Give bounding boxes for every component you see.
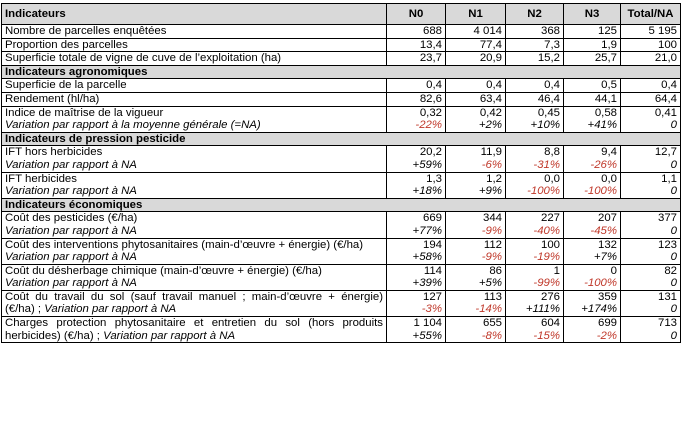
charges-protection-value: 604 <box>540 317 560 330</box>
cout-desherbage-cell <box>506 264 564 290</box>
charges-protection-cell <box>621 317 681 343</box>
cout-pesticides-variation: +77% <box>412 224 442 237</box>
ift-hors-herbicides-label-cell <box>2 146 387 172</box>
cout-travail-sol-variation: +111% <box>525 303 560 316</box>
vigueur-variation-label: Variation par rapport à la moyenne générale (=NA) <box>5 119 261 132</box>
vigueur-value: 0,32 <box>419 106 442 119</box>
parcelles-enquetees-label: Nombre de parcelles enquêtées <box>2 25 387 39</box>
ift-herbicides-variation: 0 <box>670 185 677 198</box>
charges-protection-cell <box>387 317 446 343</box>
cout-interventions-value: 132 <box>597 238 617 251</box>
ift-hors-herbicides-value: 8,8 <box>544 146 560 159</box>
cout-desherbage-variation-label: Variation par rapport à NA <box>5 277 137 290</box>
charges-protection-cell <box>564 317 621 343</box>
ift-herbicides-variation-label: Variation par rapport à NA <box>5 185 137 198</box>
ift-hors-herbicides-value: 20,2 <box>419 146 442 159</box>
cout-travail-sol-variation: 0 <box>670 303 677 316</box>
ift-hors-herbicides-label: IFT hors herbicides <box>5 146 103 159</box>
vigueur-cell <box>621 106 681 132</box>
cout-travail-sol-cell <box>446 290 506 316</box>
vigueur-value: 0,42 <box>479 106 502 119</box>
ift-hors-herbicides-variation: -31% <box>533 158 560 171</box>
cout-travail-sol-value: 127 <box>422 290 442 303</box>
cout-interventions-variation: -9% <box>481 251 502 264</box>
vigueur-row <box>2 106 681 132</box>
charges-protection-variation: -15% <box>533 329 560 342</box>
parcelles-enquetees-row <box>2 25 681 39</box>
superficie-totale-value: 23,7 <box>387 52 446 66</box>
cout-travail-sol-variation: +174% <box>581 303 617 316</box>
ift-herbicides-value: 1,3 <box>426 172 442 185</box>
superficie-totale-value: 20,9 <box>446 52 506 66</box>
cout-interventions-value: 100 <box>540 238 560 251</box>
cout-desherbage-value: 1 <box>553 264 560 277</box>
cout-pesticides-variation: -9% <box>481 224 502 237</box>
header-n0: N0 <box>387 4 446 25</box>
rendement-value: 82,6 <box>387 92 446 106</box>
cout-travail-sol-value: 113 <box>483 290 502 303</box>
ift-hors-herbicides-cell <box>506 146 564 172</box>
cout-pesticides-value: 377 <box>657 212 677 225</box>
cout-travail-sol-value: 131 <box>657 290 677 303</box>
parcelles-enquetees-value: 688 <box>387 25 446 39</box>
cout-desherbage-row <box>2 264 681 290</box>
cout-travail-sol-value: 359 <box>597 290 617 303</box>
rendement-value: 64,4 <box>621 92 681 106</box>
cout-travail-sol-value: 276 <box>540 290 560 303</box>
header-label: Indicateurs <box>2 4 387 25</box>
ift-herbicides-variation: -100% <box>584 185 617 198</box>
superficie-parcelle-label: Superficie de la parcelle <box>2 79 387 93</box>
cout-interventions-variation: +58% <box>412 251 442 264</box>
cout-desherbage-variation: +39% <box>412 277 442 290</box>
cout-desherbage-value: 82 <box>664 264 677 277</box>
cout-pesticides-row <box>2 212 681 238</box>
ift-hors-herbicides-cell <box>621 146 681 172</box>
cout-interventions-label-cell <box>2 238 387 264</box>
eco-section-row <box>2 198 681 212</box>
ift-hors-herbicides-variation: +59% <box>412 158 442 171</box>
cout-travail-sol-variation: -14% <box>475 303 502 316</box>
proportion-parcelles-value: 100 <box>621 38 681 52</box>
cout-pesticides-label: Coût des pesticides (€/ha) <box>5 212 138 225</box>
ift-herbicides-cell <box>506 172 564 198</box>
cout-pesticides-variation: -40% <box>533 224 560 237</box>
charges-protection-variation-label: Variation par rapport à NA <box>103 329 236 342</box>
eco-section-title: Indicateurs économiques <box>2 198 681 212</box>
charges-protection-value: 713 <box>657 317 677 330</box>
charges-protection-label-cell <box>2 317 387 343</box>
charges-protection-variation: 0 <box>670 329 677 342</box>
ift-hors-herbicides-variation: 0 <box>670 158 677 171</box>
rendement-value: 44,1 <box>564 92 621 106</box>
charges-protection-label-line2: herbicides) (€/ha) ; <box>5 329 104 342</box>
ift-herbicides-row <box>2 172 681 198</box>
ift-herbicides-variation: -100% <box>527 185 560 198</box>
ift-herbicides-cell <box>446 172 506 198</box>
ift-hors-herbicides-variation-label: Variation par rapport à NA <box>5 158 137 171</box>
agro-section-title: Indicateurs agronomiques <box>2 65 681 79</box>
ift-hors-herbicides-value: 9,4 <box>601 146 617 159</box>
cout-pesticides-value: 344 <box>482 212 502 225</box>
rendement-label: Rendement (hl/ha) <box>2 92 387 106</box>
ift-hors-herbicides-row <box>2 146 681 172</box>
charges-protection-row <box>2 317 681 343</box>
vigueur-variation: 0 <box>670 119 677 132</box>
cout-travail-sol-label-line2: (€/ha) ; <box>5 303 45 316</box>
ift-herbicides-cell <box>621 172 681 198</box>
cout-interventions-cell <box>564 238 621 264</box>
vigueur-variation: -22% <box>415 119 442 132</box>
cout-travail-sol-row <box>2 290 681 316</box>
cout-pesticides-cell <box>387 212 446 238</box>
cout-pesticides-variation: -45% <box>590 224 617 237</box>
header-row <box>2 4 681 25</box>
ift-herbicides-cell <box>387 172 446 198</box>
ift-herbicides-variation: +9% <box>478 185 502 198</box>
ift-herbicides-label: IFT herbicides <box>5 172 77 185</box>
rendement-value: 63,4 <box>446 92 506 106</box>
cout-interventions-cell <box>621 238 681 264</box>
superficie-parcelle-value: 0,4 <box>446 79 506 93</box>
cout-interventions-value: 194 <box>422 238 442 251</box>
cout-interventions-variation-label: Variation par rapport à NA <box>5 251 137 264</box>
rendement-row <box>2 92 681 106</box>
header-n2: N2 <box>506 4 564 25</box>
superficie-totale-value: 21,0 <box>621 52 681 66</box>
vigueur-variation: +41% <box>587 119 617 132</box>
vigueur-cell <box>564 106 621 132</box>
ift-hors-herbicides-variation: -26% <box>590 158 617 171</box>
superficie-parcelle-value: 0,4 <box>621 79 681 93</box>
ift-hors-herbicides-value: 12,7 <box>654 146 677 159</box>
cout-pesticides-label-cell <box>2 212 387 238</box>
charges-protection-value: 699 <box>597 317 617 330</box>
vigueur-variation: +10% <box>530 119 560 132</box>
rendement-value: 46,4 <box>506 92 564 106</box>
ift-hors-herbicides-cell <box>564 146 621 172</box>
cout-pesticides-cell <box>446 212 506 238</box>
vigueur-label: Indice de maîtrise de la vigueur <box>5 106 164 119</box>
cout-pesticides-value: 227 <box>540 212 560 225</box>
cout-pesticides-cell <box>564 212 621 238</box>
vigueur-cell <box>387 106 446 132</box>
proportion-parcelles-value: 13,4 <box>387 38 446 52</box>
cout-pesticides-value: 669 <box>422 212 442 225</box>
ift-herbicides-variation: +18% <box>412 185 442 198</box>
proportion-parcelles-value: 77,4 <box>446 38 506 52</box>
superficie-totale-row <box>2 52 681 66</box>
cout-travail-sol-variation: -3% <box>421 303 442 316</box>
pest-section-row <box>2 132 681 146</box>
cout-desherbage-variation: -100% <box>584 277 617 290</box>
indicators-table <box>1 3 681 343</box>
vigueur-cell <box>506 106 564 132</box>
cout-travail-sol-cell <box>387 290 446 316</box>
charges-protection-variation: -8% <box>481 329 502 342</box>
cout-travail-sol-cell <box>506 290 564 316</box>
charges-protection-value: 1 104 <box>413 317 442 330</box>
ift-hors-herbicides-value: 11,9 <box>480 146 502 159</box>
ift-hors-herbicides-variation: -6% <box>481 158 502 171</box>
vigueur-value: 0,41 <box>654 106 677 119</box>
vigueur-value: 0,58 <box>594 106 617 119</box>
ift-herbicides-value: 1,1 <box>661 172 677 185</box>
agro-section-row <box>2 65 681 79</box>
cout-desherbage-cell <box>621 264 681 290</box>
charges-protection-cell <box>446 317 506 343</box>
proportion-parcelles-value: 1,9 <box>564 38 621 52</box>
header-n1: N1 <box>446 4 506 25</box>
charges-protection-value: 655 <box>482 317 502 330</box>
cout-pesticides-variation: 0 <box>670 224 677 237</box>
parcelles-enquetees-value: 5 195 <box>621 25 681 39</box>
superficie-parcelle-value: 0,5 <box>564 79 621 93</box>
ift-herbicides-cell <box>564 172 621 198</box>
cout-interventions-cell <box>506 238 564 264</box>
superficie-totale-value: 25,7 <box>564 52 621 66</box>
pest-section-title: Indicateurs de pression pesticide <box>2 132 681 146</box>
parcelles-enquetees-value: 368 <box>506 25 564 39</box>
cout-pesticides-value: 207 <box>597 212 617 225</box>
cout-desherbage-variation: 0 <box>670 277 677 290</box>
proportion-parcelles-row <box>2 38 681 52</box>
cout-desherbage-cell <box>387 264 446 290</box>
ift-hors-herbicides-cell <box>446 146 506 172</box>
header-n3: N3 <box>564 4 621 25</box>
parcelles-enquetees-value: 4 014 <box>446 25 506 39</box>
cout-desherbage-value: 86 <box>489 264 502 277</box>
cout-interventions-value: 123 <box>657 238 677 251</box>
charges-protection-variation: +55% <box>412 329 442 342</box>
cout-interventions-variation: 0 <box>670 251 677 264</box>
cout-desherbage-label: Coût du désherbage chimique (main-d’œuvre + énergie) (€/ha) <box>5 264 322 277</box>
cout-travail-sol-cell <box>621 290 681 316</box>
cout-travail-sol-label-cell <box>2 290 387 316</box>
cout-interventions-label: Coût des interventions phytosanitaires (main-d’œuvre + énergie) (€/ha) <box>5 238 364 251</box>
ift-hors-herbicides-cell <box>387 146 446 172</box>
cout-interventions-cell <box>387 238 446 264</box>
cout-desherbage-value: 0 <box>610 264 617 277</box>
ift-herbicides-value: 0,0 <box>544 172 560 185</box>
cout-interventions-cell <box>446 238 506 264</box>
cout-pesticides-cell <box>506 212 564 238</box>
cout-interventions-variation: +7% <box>593 251 617 264</box>
vigueur-variation: +2% <box>478 119 502 132</box>
vigueur-cell <box>446 106 506 132</box>
cout-desherbage-cell <box>446 264 506 290</box>
cout-travail-sol-cell <box>564 290 621 316</box>
charges-protection-cell <box>506 317 564 343</box>
cout-desherbage-label-cell <box>2 264 387 290</box>
header-total: Total/NA <box>621 4 681 25</box>
cout-travail-sol-variation-label: Variation par rapport à NA <box>44 303 177 316</box>
cout-pesticides-cell <box>621 212 681 238</box>
superficie-parcelle-value: 0,4 <box>387 79 446 93</box>
superficie-parcelle-value: 0,4 <box>506 79 564 93</box>
superficie-totale-label: Superficie totale de vigne de cuve de l’exploitation (ha) <box>2 52 387 66</box>
vigueur-label-cell <box>2 106 387 132</box>
cout-interventions-variation: -19% <box>533 251 560 264</box>
cout-interventions-row <box>2 238 681 264</box>
cout-desherbage-value: 114 <box>423 264 442 277</box>
vigueur-value: 0,45 <box>537 106 560 119</box>
cout-desherbage-variation: +5% <box>478 277 502 290</box>
superficie-parcelle-row <box>2 79 681 93</box>
superficie-totale-value: 15,2 <box>506 52 564 66</box>
charges-protection-variation: -2% <box>596 329 617 342</box>
cout-interventions-value: 112 <box>483 238 502 251</box>
ift-herbicides-value: 0,0 <box>601 172 617 185</box>
parcelles-enquetees-value: 125 <box>564 25 621 39</box>
proportion-parcelles-value: 7,3 <box>506 38 564 52</box>
charges-protection-label-line1: Charges protection phytosanitaire et entretien du sol (hors produits <box>5 317 383 330</box>
proportion-parcelles-label: Proportion des parcelles <box>2 38 387 52</box>
cout-desherbage-cell <box>564 264 621 290</box>
cout-travail-sol-label-line1: Coût du travail du sol (sauf travail manuel ; main-d’œuvre + énergie) <box>5 290 383 303</box>
ift-herbicides-label-cell <box>2 172 387 198</box>
cout-desherbage-variation: -99% <box>533 277 560 290</box>
cout-pesticides-variation-label: Variation par rapport à NA <box>5 224 137 237</box>
ift-herbicides-value: 1,2 <box>486 172 502 185</box>
